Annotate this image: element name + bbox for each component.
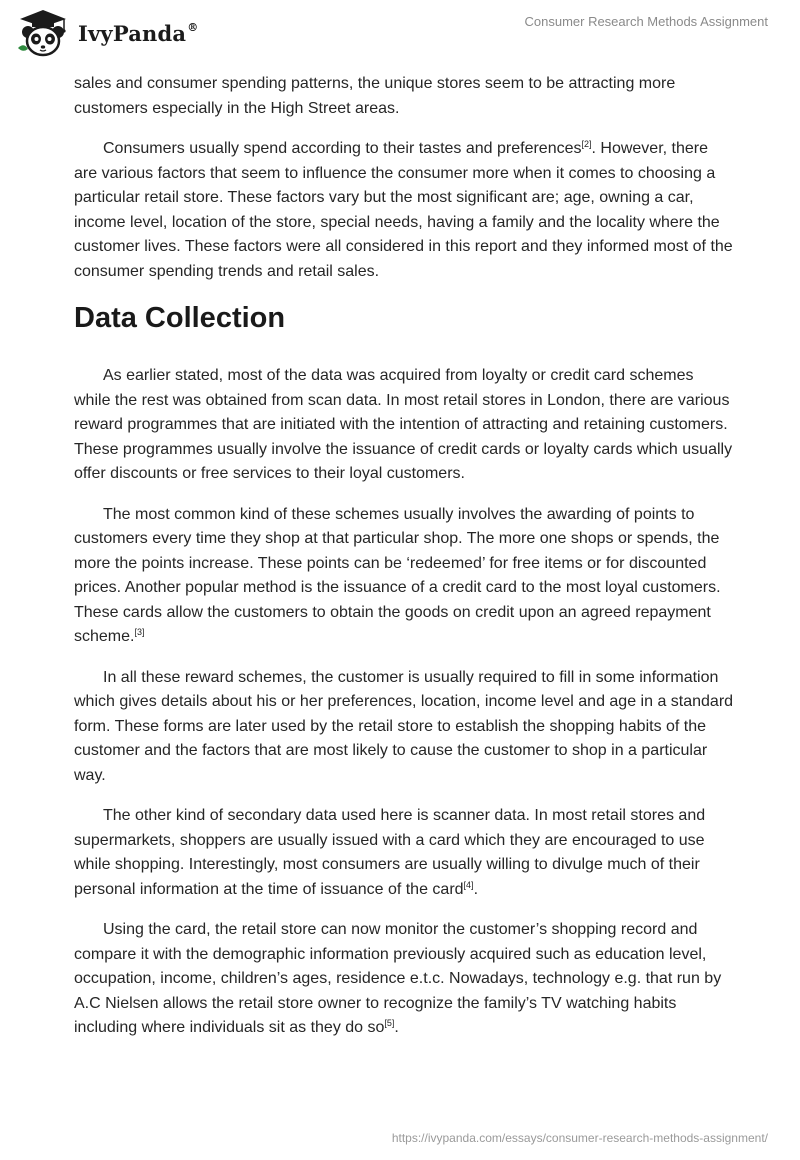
paragraph-points-awarding: [74, 503, 734, 650]
article-body: [74, 72, 734, 1057]
paragraph-reward-forms: In all these reward schemes, the customer is usually required to fill in some information which gives details about his or her preferences, location, income level and age in a standard form. These forms are later used by the retail store to establish the shopping habits of the customer and the factors that are most likely to cause the customer to shop in a particular way.: [74, 668, 734, 784]
paragraph-text: Consumers usually spend according to their tastes and preferences: [103, 140, 582, 157]
footnote-ref-2[interactable]: [2]: [581, 139, 592, 149]
paragraph-continued: sales and consumer spending patterns, the unique stores seem to be attracting more customers especially in the High Street areas.: [74, 75, 676, 117]
paragraph-text: The other kind of secondary data used here is scanner data. In most retail stores and supermarkets, shoppers are usually issued with a card which they are encouraged to use while shopping. Interestingly, most consumers are usually willing to divulge much of their personal information at the time of issuance of the card: [74, 807, 706, 898]
registered-mark: ®: [187, 20, 199, 34]
brand-name: IvyPanda®: [78, 20, 199, 46]
paragraph-card-monitoring: [74, 918, 734, 1041]
footnote-ref-5[interactable]: [5]: [384, 1018, 395, 1028]
paragraph-text: The most common kind of these schemes usually involves the awarding of points to customers every time they shop at that particular shop. The more one shops or spends, the more the points increase. These points can be ‘redeemed’ for free items or for discounted prices. Another popular method is the issuance of a credit card to the most loyal customers. These cards allow the customers to obtain the goods on credit upon an agreed repayment scheme.: [74, 505, 721, 645]
paragraph-loyalty-schemes: As earlier stated, most of the data was acquired from loyalty or credit card schemes while the rest was obtained from scan data. In most retail stores in London, there are various reward programmes that are initiated with the intention of attracting and retaining customers. These programmes usually involve the issuance of credit cards or loyalty cards which usually offer discounts or free services to their loyal customers.: [74, 367, 733, 482]
source-url[interactable]: https://ivypanda.com/essays/consumer-research-methods-assignment/: [391, 1131, 768, 1145]
footnote-ref-3[interactable]: [3]: [134, 627, 145, 637]
paragraph-text: . However, there are various factors that seem to influence the consumer more when it comes to choosing a particular retail store. These factors vary but the most significant are; age, owning a car, income level, location of the store, special needs, having a family and the locality where the customer lives. These factors were all considered in this report and they informed most of the consumer spending trends and retail sales.: [74, 140, 733, 280]
paragraph-text: .: [473, 880, 479, 898]
paragraph-text: Using the card, the retail store can now monitor the customer’s shopping record and compare it with the demographic information previously acquired such as education level, occupation, income, children’s ages, residence e.t.c. Nowadays, technology e.g. that run by A.C Nielsen allows the retail store owner to recognize the family’s TV watching habits including where individuals sit as they do so: [74, 921, 722, 1036]
footnote-ref-4[interactable]: [4]: [463, 879, 474, 890]
paragraph-text: .: [394, 1019, 399, 1036]
page-header: [0, 0, 800, 62]
section-heading: Data Collection: [74, 302, 286, 334]
paragraph-scanner-data: [74, 804, 734, 902]
paragraph-consumer-preferences: [74, 137, 734, 284]
panda-graduate-icon: [14, 8, 72, 58]
ivypanda-logo[interactable]: [14, 8, 198, 58]
document-title: Consumer Research Methods Assignment: [524, 14, 768, 29]
